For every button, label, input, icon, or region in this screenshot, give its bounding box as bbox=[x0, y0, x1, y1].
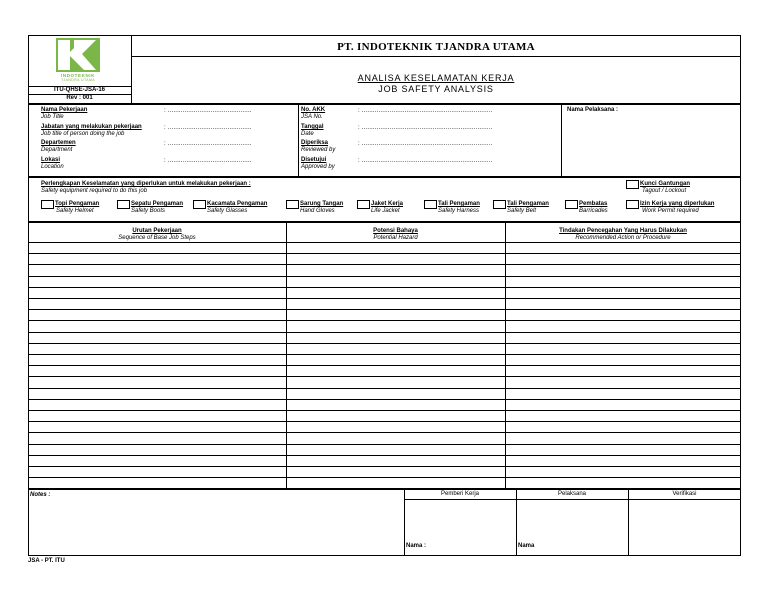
company-underline bbox=[131, 56, 741, 57]
field-sub-reviewed: Reviewed by bbox=[301, 147, 336, 153]
sign-header-verification: Verifikasi bbox=[672, 491, 697, 497]
sign-name-executor[interactable]: Nama bbox=[518, 543, 535, 549]
info-divider-2 bbox=[561, 104, 562, 177]
equip-label-harness: Tali Pengaman bbox=[438, 201, 480, 207]
field-location[interactable]: : ............................................. bbox=[164, 158, 252, 164]
table-row[interactable] bbox=[28, 264, 741, 265]
checkbox-jacket[interactable] bbox=[357, 200, 370, 209]
page-subtitle: JOB SAFETY ANALYSIS bbox=[378, 84, 494, 94]
executor-label[interactable]: Nama Pelaksana : bbox=[567, 107, 619, 113]
table-row[interactable] bbox=[28, 343, 741, 344]
equip-label-barricades: Pembatas bbox=[579, 201, 608, 207]
table-row[interactable] bbox=[28, 365, 741, 366]
info-divider-1 bbox=[298, 104, 299, 177]
equip-sub-lockout: Tagout / Lockout bbox=[642, 188, 687, 194]
equip-sub-boots: Safety Boots bbox=[131, 208, 166, 214]
checkbox-boots[interactable] bbox=[117, 200, 130, 209]
field-reviewed[interactable]: : ...................................................................... bbox=[358, 141, 493, 147]
table-row[interactable] bbox=[28, 399, 741, 400]
col-header-steps: Urutan Pekerjaan bbox=[132, 228, 182, 234]
equip-label-helmet: Topi Pengaman bbox=[55, 201, 100, 207]
checkbox-work-permit[interactable] bbox=[626, 200, 639, 209]
steps-table bbox=[28, 222, 741, 489]
logo-text: INDOTEKNIK bbox=[61, 73, 95, 78]
equip-sub-harness: Safety Harness bbox=[438, 208, 480, 214]
table-row[interactable] bbox=[28, 410, 741, 411]
col-sub-action: Recommended Action or Procedure bbox=[575, 235, 671, 241]
checkbox-gloves[interactable] bbox=[286, 200, 299, 209]
col-header-action: Tindakan Pencegahan Yang Harus Dilakukan bbox=[559, 228, 687, 234]
table-row[interactable] bbox=[28, 242, 741, 243]
table-row[interactable] bbox=[28, 354, 741, 355]
field-label-position: Jabatan yang melakukan pekerjaan bbox=[41, 124, 142, 130]
equip-sub-work-permit: Work Permit required bbox=[642, 208, 699, 214]
table-row[interactable] bbox=[28, 477, 741, 478]
col-header-hazard: Potensi Bahaya bbox=[373, 228, 418, 234]
table-row[interactable] bbox=[28, 455, 741, 456]
equip-sub-belt: Safety Belt bbox=[507, 208, 537, 214]
field-department[interactable]: : ............................................. bbox=[164, 141, 252, 147]
table-row[interactable] bbox=[28, 287, 741, 288]
field-sub-approved: Approved by bbox=[301, 164, 335, 170]
table-row[interactable] bbox=[28, 432, 741, 433]
field-date[interactable]: : ...................................................................... bbox=[358, 125, 493, 131]
field-sub-location: Location bbox=[41, 164, 64, 170]
document-footer: JSA - PT. ITU bbox=[28, 558, 65, 564]
equip-label-belt: Tali Pengaman bbox=[507, 201, 549, 207]
sign-header-executor: Pelaksana bbox=[557, 491, 587, 497]
footer-sign-header-line bbox=[404, 499, 741, 500]
field-job-title[interactable]: : ............................................. bbox=[164, 108, 252, 114]
field-position[interactable]: : ............................................. bbox=[164, 125, 252, 131]
equipment-heading-sub: Safety equipment required to do this job bbox=[41, 188, 148, 194]
equip-sub-helmet: Safety Helmet bbox=[56, 208, 94, 214]
checkbox-barricades[interactable] bbox=[565, 200, 578, 209]
checkbox-harness[interactable] bbox=[424, 200, 437, 209]
checkbox-helmet[interactable] bbox=[41, 200, 54, 209]
revision: Rev : 001 bbox=[66, 95, 93, 101]
equip-sub-gloves: Hand Gloves bbox=[300, 208, 335, 214]
equip-label-jacket: Jaket Kerja bbox=[371, 201, 404, 207]
field-label-reviewed: Diperiksa bbox=[301, 140, 329, 146]
equip-label-work-permit: Izin Kerja yang diperlukan bbox=[640, 201, 715, 207]
table-row[interactable] bbox=[28, 298, 741, 299]
field-label-date: Tanggal bbox=[301, 124, 324, 130]
sign-header-employer: Pemberi Kerja bbox=[440, 491, 479, 497]
sign-name-employer[interactable]: Nama : bbox=[406, 543, 427, 549]
table-row[interactable] bbox=[28, 320, 741, 321]
checkbox-glasses[interactable] bbox=[193, 200, 206, 209]
field-label-department: Departemen bbox=[41, 140, 76, 146]
checkbox-belt[interactable] bbox=[493, 200, 506, 209]
checkbox-lockout[interactable] bbox=[626, 180, 639, 189]
field-sub-job-title: Job Title bbox=[41, 114, 64, 120]
equip-sub-barricades: Barricades bbox=[579, 208, 608, 214]
col-sub-hazard: Potential Hazard bbox=[373, 235, 418, 241]
field-sub-jsa-no: JSA No. bbox=[301, 114, 323, 120]
table-row[interactable] bbox=[28, 421, 741, 422]
company-logo bbox=[56, 38, 100, 84]
field-label-job-title: Nama Pekerjaan bbox=[41, 107, 88, 113]
field-jsa-no[interactable]: : ...................................................................... bbox=[358, 108, 493, 114]
table-col-divider-1 bbox=[286, 222, 287, 489]
notes-label: Notes : bbox=[30, 492, 51, 498]
logo-subtext: TJANDRA UTAMA bbox=[60, 78, 96, 82]
logo-mark-icon bbox=[56, 38, 100, 72]
table-row[interactable] bbox=[28, 466, 741, 467]
field-sub-department: Department bbox=[41, 147, 73, 153]
table-row[interactable] bbox=[28, 253, 741, 254]
equip-label-glasses: Kacamata Pengaman bbox=[207, 201, 268, 207]
col-sub-steps: Sequence of Base Job Steps bbox=[118, 235, 196, 241]
field-sub-date: Date bbox=[301, 131, 314, 137]
table-row[interactable] bbox=[28, 388, 741, 389]
equip-label-lockout: Kunci Gantungan bbox=[640, 181, 690, 187]
field-label-jsa-no: No. AKK bbox=[301, 107, 326, 113]
table-row[interactable] bbox=[28, 444, 741, 445]
table-row[interactable] bbox=[28, 376, 741, 377]
doc-code: ITU-QHSE-JSA-16 bbox=[53, 87, 105, 93]
field-label-approved: Disetujui bbox=[301, 157, 327, 163]
table-row[interactable] bbox=[28, 309, 741, 310]
table-col-divider-2 bbox=[505, 222, 506, 489]
equipment-heading: Perlengkapan Keselamatan yang diperlukan untuk melakukan pekerjaan : bbox=[41, 181, 251, 187]
field-label-location: Lokasi bbox=[41, 157, 61, 163]
equip-label-gloves: Sarung Tangan bbox=[300, 201, 344, 207]
table-row[interactable] bbox=[28, 276, 741, 277]
company-name: PT. INDOTEKNIK TJANDRA UTAMA bbox=[337, 41, 535, 53]
equip-label-boots: Sepatu Pengaman bbox=[131, 201, 184, 207]
equip-sub-glasses: Safety Glasses bbox=[207, 208, 248, 214]
field-approved[interactable]: : ...................................................................... bbox=[358, 158, 493, 164]
field-sub-position: Job title of person doing the job bbox=[41, 131, 125, 137]
table-row[interactable] bbox=[28, 332, 741, 333]
equip-sub-jacket: Life Jacket bbox=[371, 208, 400, 214]
page-title: ANALISA KESELAMATAN KERJA bbox=[357, 73, 515, 83]
